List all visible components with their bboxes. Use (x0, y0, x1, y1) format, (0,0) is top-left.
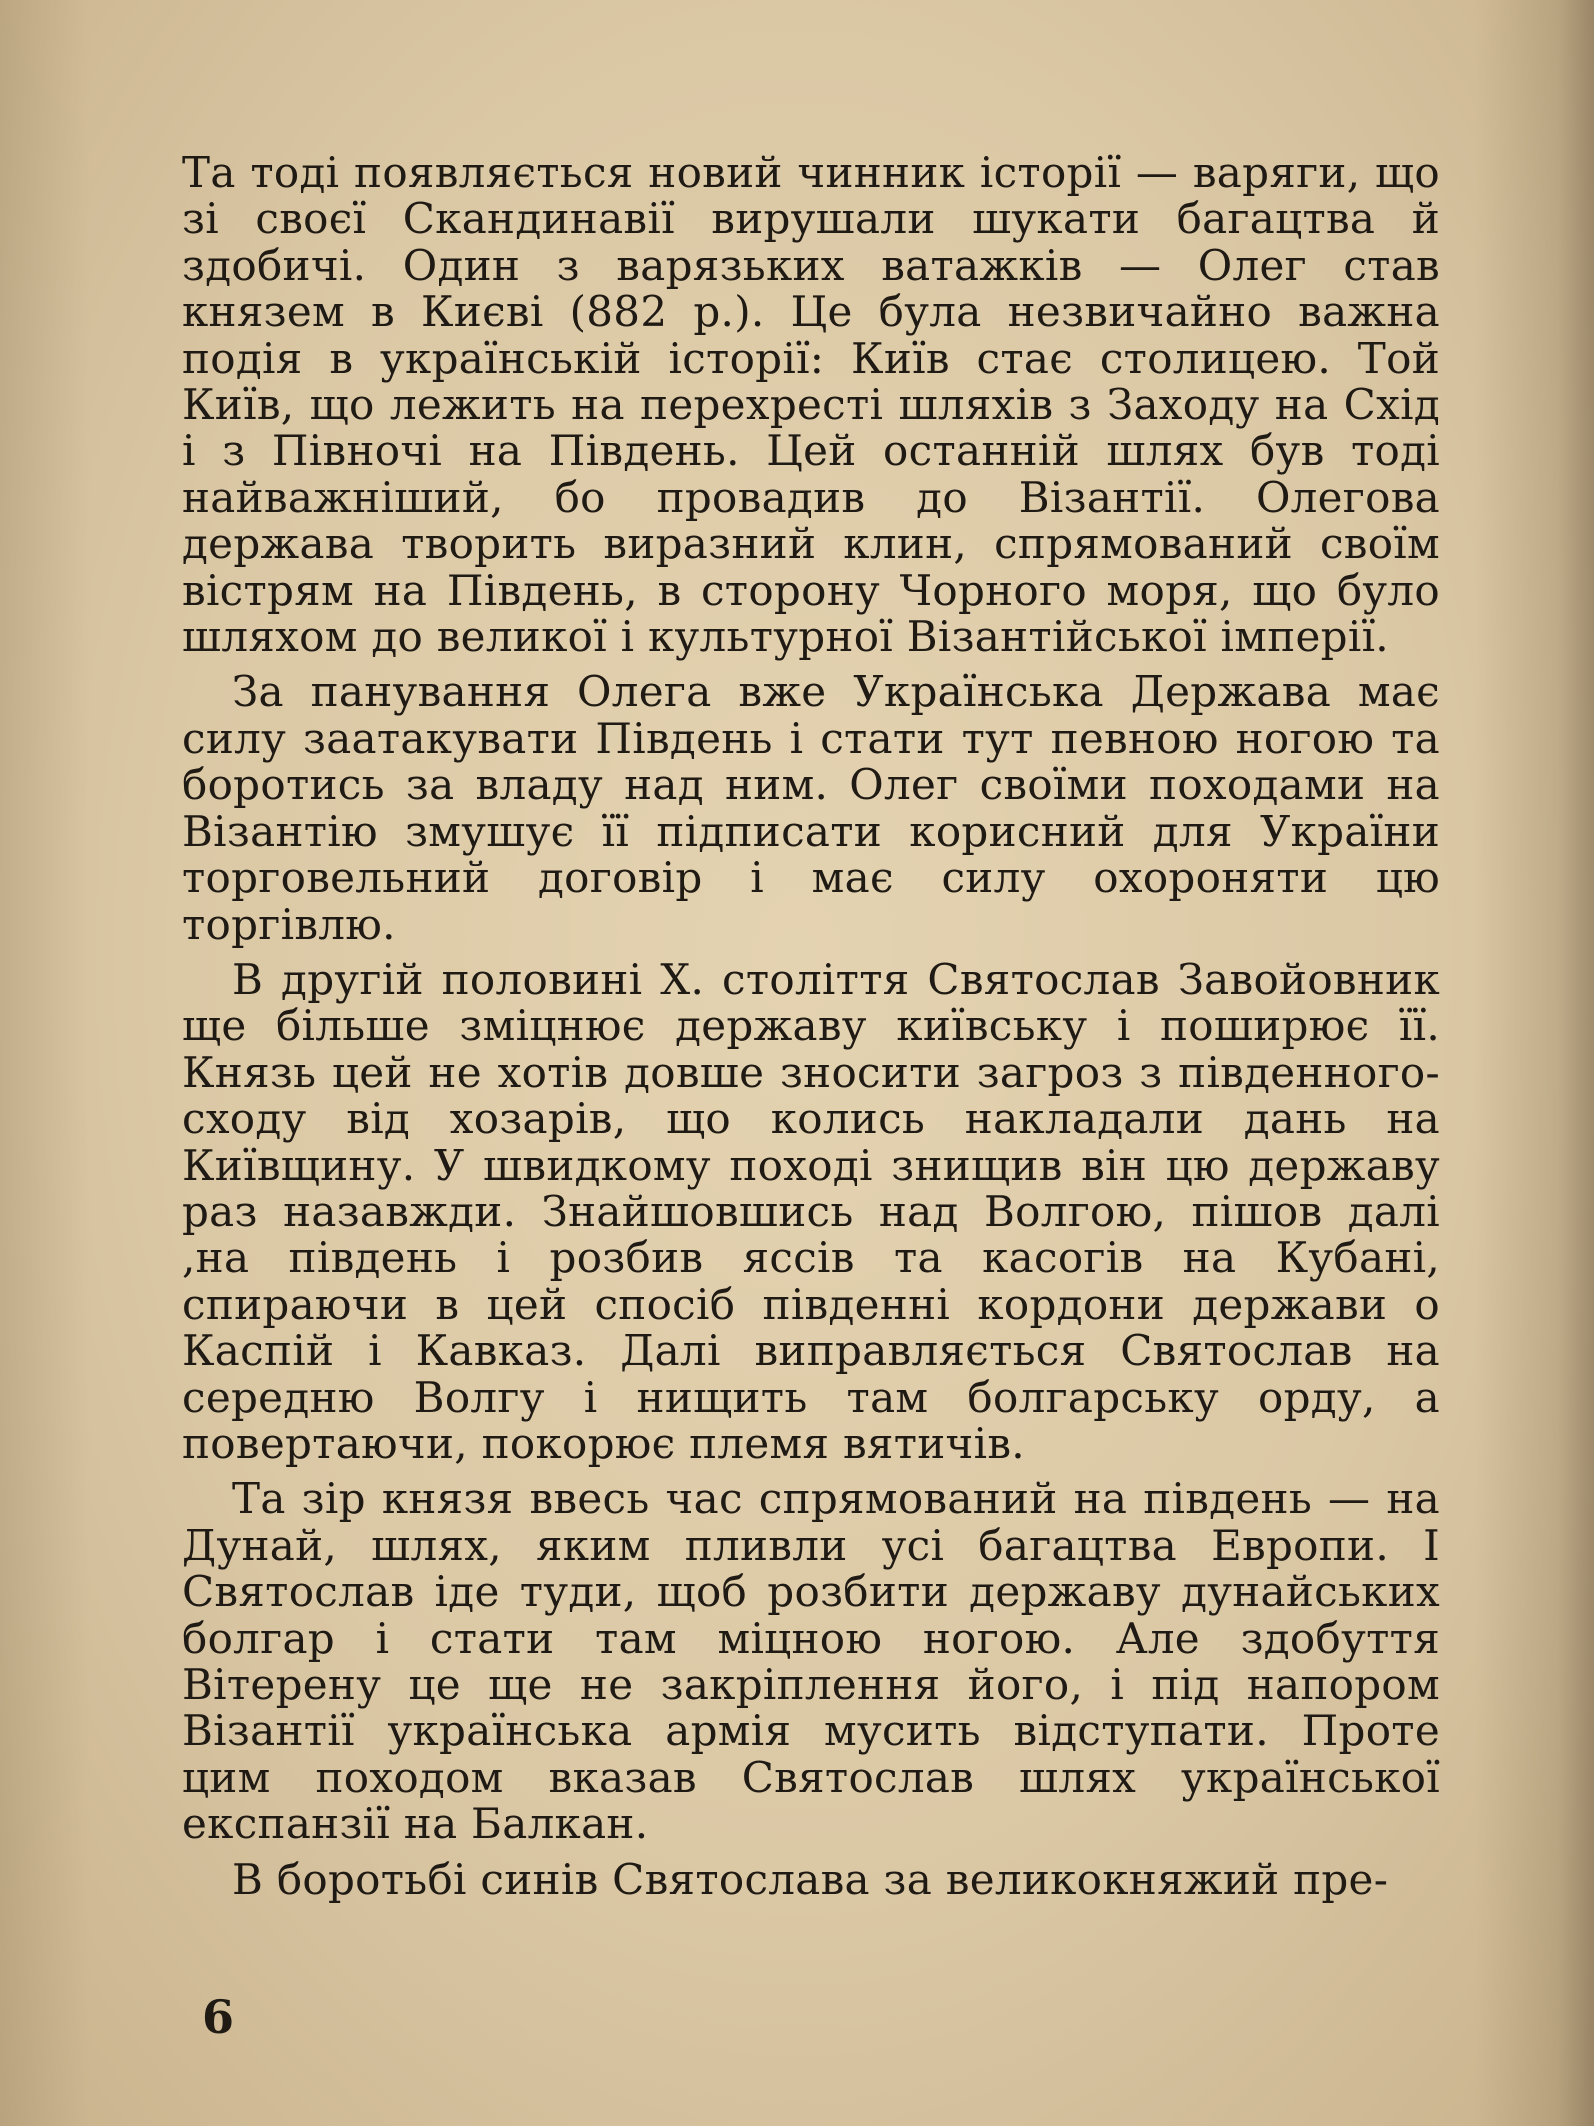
paragraph-1: Та тоді появляється новий чинник історії — варяги, що зі своєї Скандинавії вирушали шукати багацтва й здобичі. Один з варязьких ватажків — Олег став князем в Києві (882 р.). Це була незвичайно важна подія в українській історії: Київ стає столицею. Той Київ, що лежить на перехресті шляхів з Заходу на Схід і з Півночі на Південь. Цей останній шлях був тоді найважніший, бо провадив до Візантії. Олегова держава творить виразний клин, спрямований своїм вістрям на Південь, в сторону Чорного моря, що було шляхом до великої і культурної Візантійської імперії. (182, 148, 1440, 662)
paragraph-4: Та зір князя ввесь час спрямований на південь — на Дунай, шлях, яким пливли усі багацтва Европи. І Святослав іде туди, щоб розбити державу дунайських болгар і стати там міцною ногою. Але здобуття Вітерену це ще не закріплення його, і під напором Візантії українська армія мусить відступати. Проте цим походом вказав Святослав шлях української експанзії на Балкан. (182, 1474, 1440, 1849)
page-shadow-left (0, 0, 90, 2126)
body-text (182, 150, 1440, 1912)
paragraph-3: В другій половині Х. століття Святослав Завойовник ще більше зміцнює державу київську і поширює її. Князь цей не хотів довше зносити загроз з південного-сходу від хозарів, що колись накладали дань на Київщину. У швидкому поході знищив він цю державу раз назавжди. Знайшовшись над Волгою, пішов далі ,на південь і розбив яссів та касогів на Кубані, спираючи в цей спосіб південні кордони держави о Каспій і Кавказ. Далі виправляється Святослав на середню Волгу і нищить там болгарську орду, а повертаючи, покорює племя вятичів. (182, 954, 1440, 1468)
page-number: 6 (202, 1990, 235, 2044)
paragraph-2: За панування Олега вже Українська Держава має силу заатакувати Південь і стати тут певною ногою та боротись за владу над ним. Олег своїми походами на Візантію змушує її підписати корисний для України торговельний договір і має силу охороняти цю торгівлю. (182, 667, 1440, 949)
page-shadow-right (1474, 0, 1594, 2126)
paragraph-5: В боротьбі синів Святослава за великокняжий пре- (232, 1854, 1389, 1904)
